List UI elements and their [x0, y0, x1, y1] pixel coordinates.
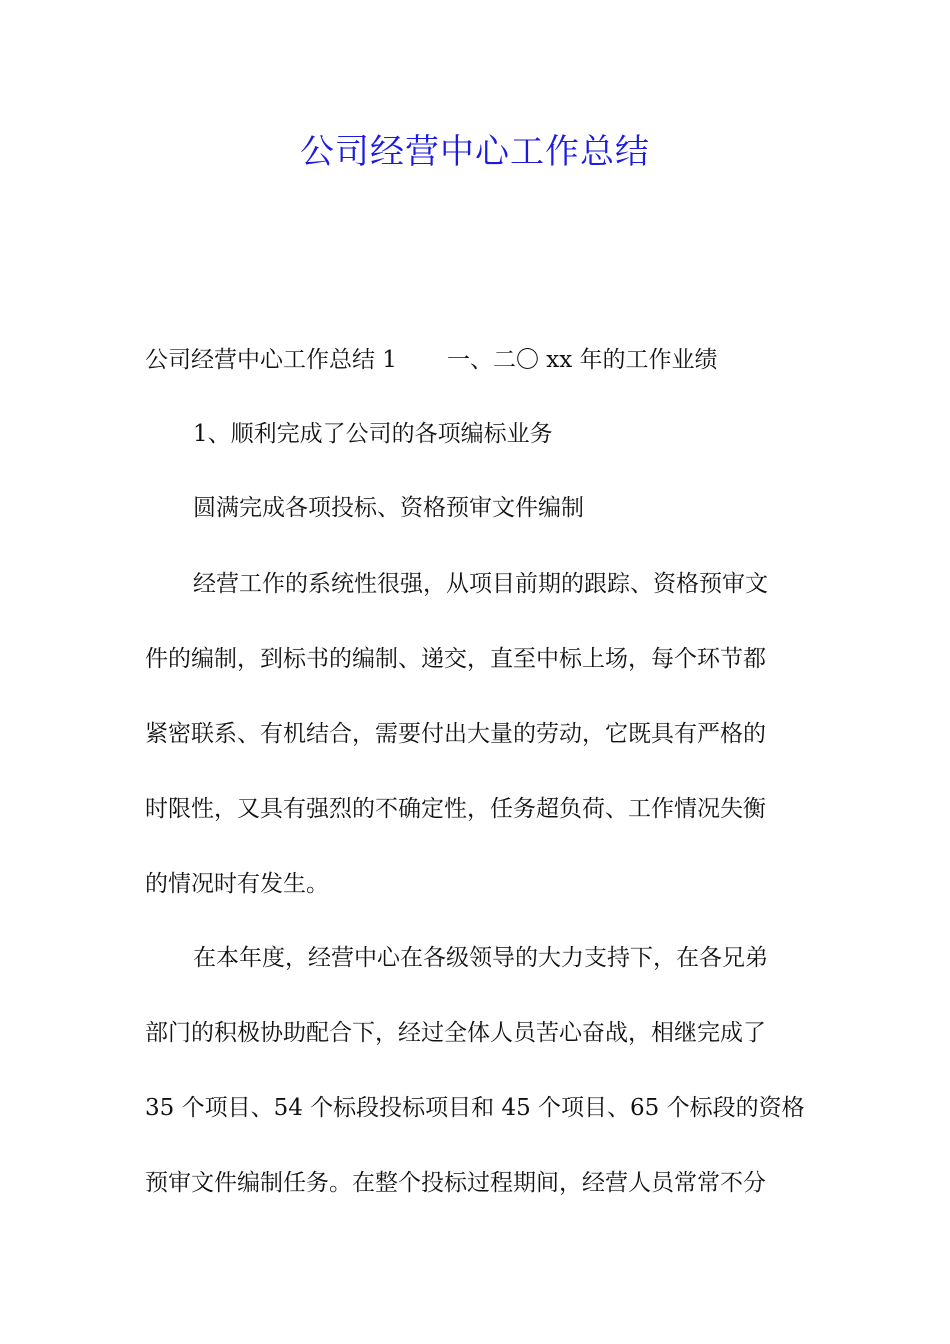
item-1-subheading: 圆满完成各项投标、资格预审文件编制 [193, 495, 584, 521]
section-heading-line [145, 344, 718, 376]
section-heading: 一、二〇 xx 年的工作业绩 [446, 347, 718, 373]
paragraph-1-line: 的情况时有发生。 [145, 871, 329, 897]
paragraph-2-line: 在本年度，经营中心在各级领导的大力支持下，在各兄弟 [193, 945, 768, 971]
paragraph-1-line: 经营工作的系统性很强，从项目前期的跟踪、资格预审文 [193, 571, 768, 597]
paragraph-1-line: 件的编制，到标书的编制、递交，直至中标上场，每个环节都 [145, 646, 766, 672]
summary-heading: 公司经营中心工作总结 1 [145, 347, 397, 373]
paragraph-2-line: 35 个项目、54 个标段投标项目和 45 个项目、65 个标段的资格 [145, 1095, 805, 1121]
paragraph-1-line: 紧密联系、有机结合，需要付出大量的劳动，它既具有严格的 [145, 721, 766, 747]
paragraph-1-line: 时限性，又具有强烈的不确定性，任务超负荷、工作情况失衡 [145, 796, 766, 822]
paragraph-2-line: 部门的积极协助配合下，经过全体人员苦心奋战，相继完成了 [145, 1020, 766, 1046]
paragraph-2-line: 预审文件编制任务。在整个投标过程期间，经营人员常常不分 [145, 1170, 766, 1196]
document-title: 公司经营中心工作总结 [300, 132, 650, 172]
item-1-heading: 1、顺利完成了公司的各项编标业务 [193, 421, 553, 447]
